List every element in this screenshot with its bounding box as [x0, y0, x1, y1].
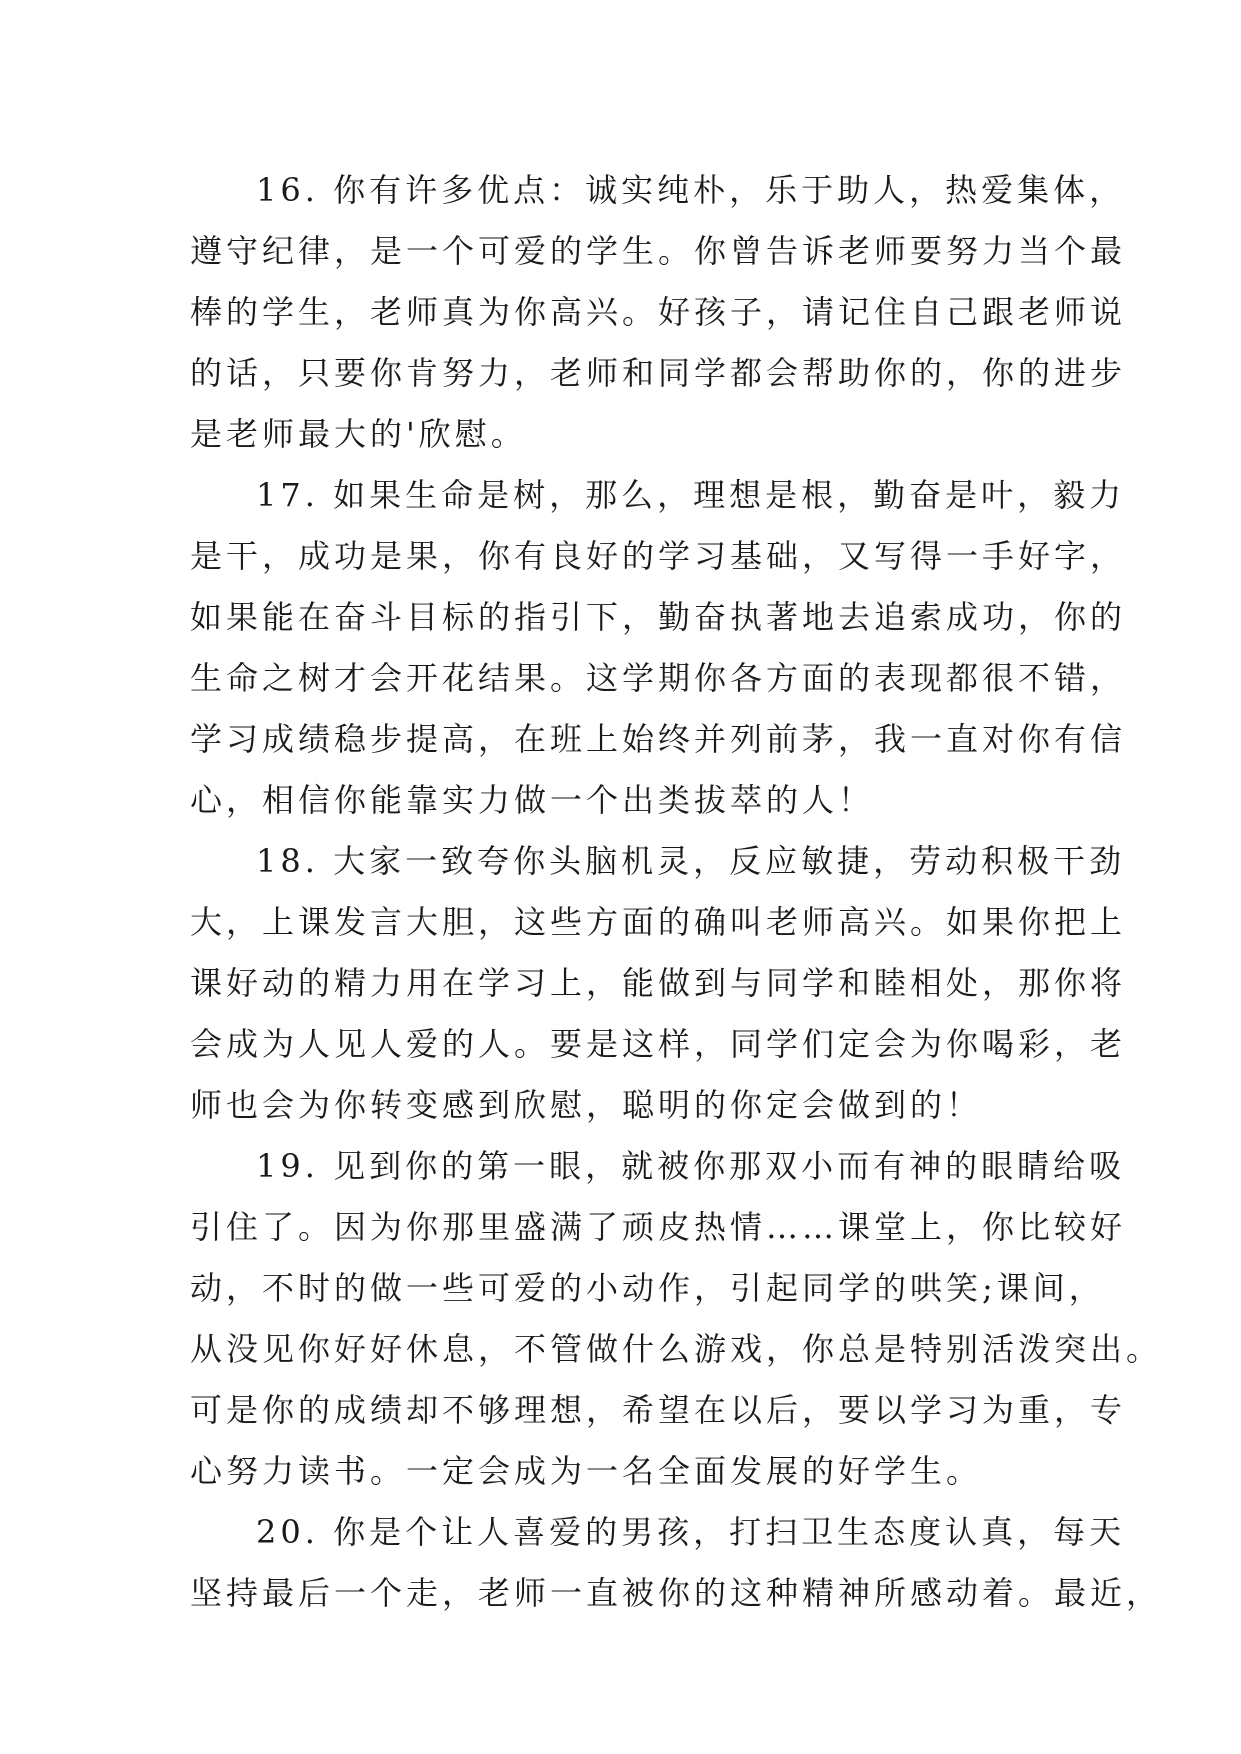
text-line: 是老师最大的'欣慰。 — [190, 415, 527, 453]
paragraph-20 — [190, 1502, 1163, 1624]
text-line: 学习成绩稳步提高，在班上始终并列前茅，我一直对你有信 — [190, 720, 1127, 758]
text-line: 坚持最后一个走，老师一直被你的这种精神所感动着。最近， — [190, 1574, 1163, 1612]
text-line: 大，上课发言大胆，这些方面的确叫老师高兴。如果你把上 — [190, 903, 1127, 941]
text-line: 心，相信你能靠实力做一个出类拔萃的人！ — [190, 781, 875, 819]
text-line: 心努力读书。一定会成为一名全面发展的好学生。 — [190, 1452, 983, 1490]
text-line: 19. 见到你的第一眼，就被你那双小而有神的眼睛给吸 — [256, 1147, 1126, 1185]
text-line: 棒的学生，老师真为你高兴。好孩子，请记住自己跟老师说 — [190, 293, 1127, 331]
text-line: 引住了。因为你那里盛满了顽皮热情……课堂上，你比较好 — [190, 1208, 1127, 1246]
text-line: 是干，成功是果，你有良好的学习基础，又写得一手好字， — [190, 537, 1127, 575]
text-line: 师也会为你转变感到欣慰，聪明的你定会做到的！ — [190, 1086, 983, 1124]
text-line: 的话，只要你肯努力，老师和同学都会帮助你的，你的进步 — [190, 354, 1127, 392]
text-line: 会成为人见人爱的人。要是这样，同学们定会为你喝彩，老 — [190, 1025, 1127, 1063]
text-line: 16. 你有许多优点：诚实纯朴，乐于助人，热爱集体， — [256, 171, 1126, 209]
text-line: 生命之树才会开花结果。这学期你各方面的表现都很不错， — [190, 659, 1127, 697]
document-body — [190, 160, 1163, 1624]
text-line: 课好动的精力用在学习上，能做到与同学和睦相处，那你将 — [190, 964, 1127, 1002]
text-line: 17. 如果生命是树，那么，理想是根，勤奋是叶，毅力 — [256, 476, 1126, 514]
text-line: 从没见你好好休息，不管做什么游戏，你总是特别活泼突出。 — [190, 1330, 1163, 1368]
paragraph-19 — [190, 1136, 1163, 1502]
paragraph-17 — [190, 465, 1127, 831]
text-line: 20. 你是个让人喜爱的男孩，打扫卫生态度认真，每天 — [256, 1513, 1126, 1551]
paragraph-18 — [190, 831, 1127, 1136]
text-line: 遵守纪律，是一个可爱的学生。你曾告诉老师要努力当个最 — [190, 232, 1127, 270]
text-line: 动，不时的做一些可爱的小动作，引起同学的哄笑;课间， — [190, 1269, 1105, 1307]
text-line: 可是你的成绩却不够理想，希望在以后，要以学习为重，专 — [190, 1391, 1127, 1429]
paragraph-16 — [190, 160, 1127, 465]
text-line: 18. 大家一致夸你头脑机灵，反应敏捷，劳动积极干劲 — [256, 842, 1126, 880]
text-line: 如果能在奋斗目标的指引下，勤奋执著地去追索成功，你的 — [190, 598, 1127, 636]
